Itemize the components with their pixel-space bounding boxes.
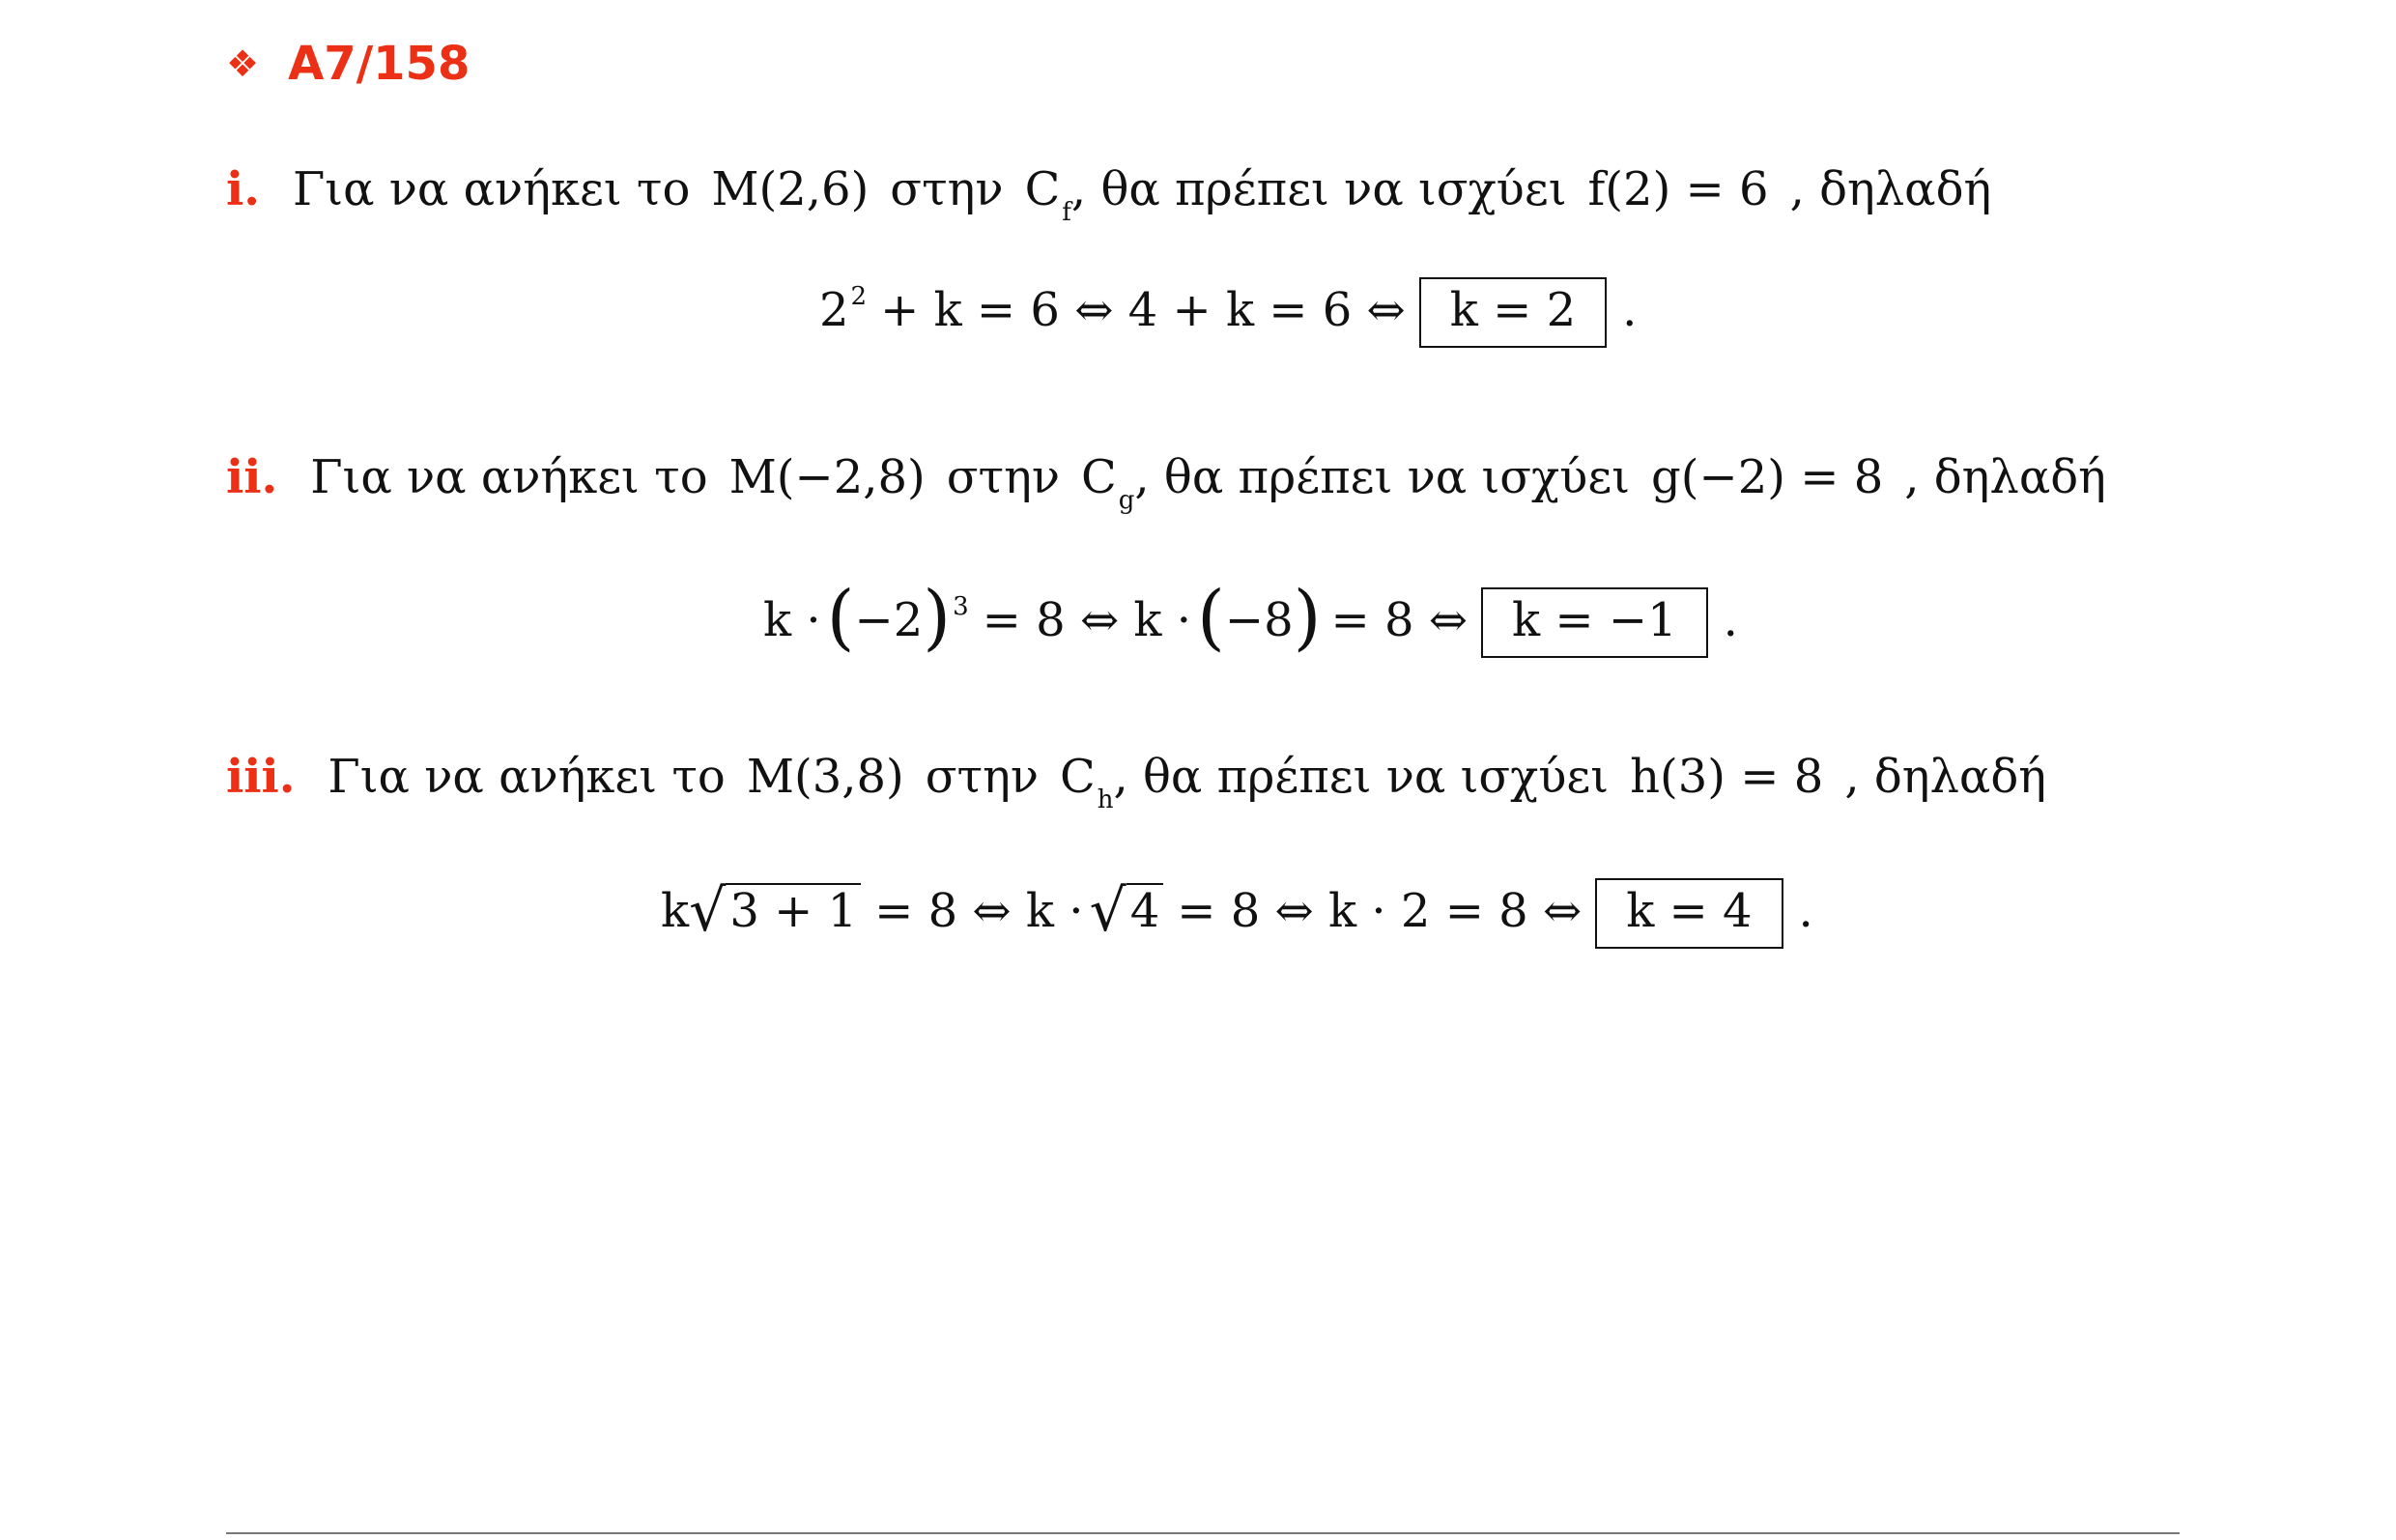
statement-text: Για να ανήκει το — [292, 162, 691, 216]
equation-term: k — [661, 884, 690, 938]
diamond-bullet-icon: ❖ — [226, 43, 260, 85]
point-label: M(2,6) — [711, 162, 870, 216]
item-iii-equation — [661, 873, 1813, 949]
boxed-answer: k = 4 — [1595, 878, 1783, 949]
radicand: 3 + 1 — [726, 883, 861, 935]
curve-subscript: g — [1118, 486, 1135, 515]
item-number: i. — [226, 162, 260, 216]
equation-term: k · — [763, 593, 821, 647]
radicand: 4 — [1127, 883, 1164, 935]
exercise-title: A7/158 — [288, 37, 471, 91]
condition-formula: h(3) = 8 — [1630, 750, 1824, 804]
statement-text: , θα πρέπει να ισχύει — [1113, 750, 1610, 804]
condition-formula: f(2) = 6 — [1587, 162, 1769, 216]
equation-period: . — [1622, 283, 1638, 337]
equation-term: −2 — [854, 593, 924, 647]
statement-text: στην — [890, 162, 1004, 216]
boxed-answer: k = −1 — [1481, 587, 1708, 658]
right-paren-icon: ) — [923, 576, 952, 659]
equation-chain: + k = 6 ⇔ 4 + k = 6 ⇔ — [880, 283, 1406, 337]
statement-text: , δηλαδή — [1904, 450, 2106, 504]
left-paren-icon: ( — [1197, 576, 1225, 659]
item-iii-statement — [226, 750, 2046, 814]
equation-chain: = 8 ⇔ — [1330, 593, 1469, 647]
left-paren-icon: ( — [826, 576, 855, 659]
equation-exponent: 2 — [850, 282, 868, 311]
statement-text: στην — [925, 750, 1040, 804]
item-number: ii. — [226, 450, 278, 504]
equation-term: 2 — [819, 283, 849, 337]
equation-term: −8 — [1224, 593, 1294, 647]
statement-text: , θα πρέπει να ισχύει — [1134, 450, 1631, 504]
curve-subscript: h — [1097, 785, 1114, 814]
item-i-equation — [819, 277, 1637, 348]
equation-period: . — [1723, 593, 1738, 647]
equation-chain: = 8 ⇔ k · — [982, 593, 1192, 647]
equation-exponent: 3 — [953, 592, 969, 621]
statement-text: , θα πρέπει να ισχύει — [1070, 162, 1567, 216]
item-ii-statement — [226, 450, 2106, 515]
statement-text: , δηλαδή — [1844, 750, 2046, 804]
item-ii-equation — [763, 576, 1738, 658]
curve-label: C — [1024, 162, 1061, 216]
boxed-answer: k = 2 — [1419, 277, 1607, 348]
statement-text: , δηλαδή — [1789, 162, 1992, 216]
square-root — [689, 873, 861, 945]
radical-sign-icon: √ — [689, 877, 727, 945]
condition-formula: g(−2) = 8 — [1651, 450, 1884, 504]
point-label: M(−2,8) — [728, 450, 926, 504]
item-i-statement — [226, 162, 1992, 227]
radical-sign-icon: √ — [1089, 877, 1127, 945]
point-label: M(3,8) — [746, 750, 904, 804]
curve-label: C — [1060, 750, 1096, 804]
section-heading — [226, 37, 470, 91]
equation-chain: = 8 ⇔ k · — [874, 884, 1084, 938]
footer-divider — [226, 1532, 2180, 1534]
right-paren-icon: ) — [1293, 576, 1322, 659]
equation-period: . — [1798, 884, 1813, 938]
statement-text: Για να ανήκει το — [328, 750, 726, 804]
curve-subscript: f — [1062, 198, 1071, 227]
curve-label: C — [1081, 450, 1117, 504]
statement-text: Για να ανήκει το — [310, 450, 708, 504]
equation-chain: = 8 ⇔ k · 2 = 8 ⇔ — [1177, 884, 1583, 938]
statement-text: στην — [946, 450, 1061, 504]
item-number: iii. — [226, 750, 296, 804]
square-root — [1089, 873, 1164, 945]
